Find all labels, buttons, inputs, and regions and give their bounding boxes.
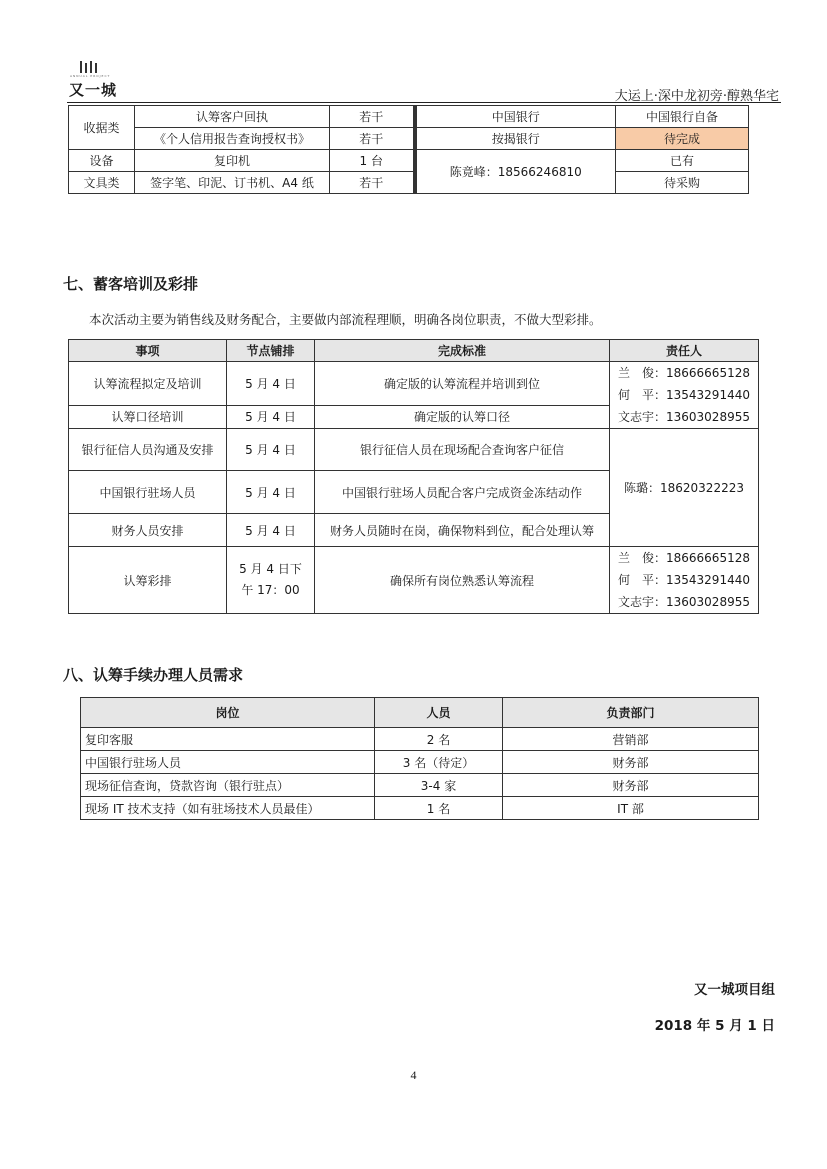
column-header: 事项: [69, 340, 227, 362]
node-cell: 5 月 4 日: [227, 362, 315, 406]
table-row: [81, 728, 759, 751]
column-header: 负责部门: [503, 698, 759, 728]
source-cell: 中国银行: [415, 106, 616, 128]
qty-cell: 若干: [330, 172, 415, 194]
category-cell: 收据类: [69, 106, 135, 150]
table-row: [81, 774, 759, 797]
logo-icon: [78, 60, 102, 74]
dept-cell: IT 部: [503, 797, 759, 820]
owner-line: 兰 俊：18666665128: [618, 551, 750, 565]
node-line: 5 月 4 日下: [239, 562, 302, 576]
dept-cell: 财务部: [503, 774, 759, 797]
item-cell: 《个人信用报告查询授权书》: [135, 128, 330, 150]
section-intro: 本次活动主要为销售线及财务配合，主要做内部流程理顺，明确各岗位职责，不做大型彩排。: [89, 312, 602, 327]
status-cell-pending: 待完成: [616, 128, 749, 150]
task-cell: 银行征信人员沟通及安排: [69, 429, 227, 471]
owner-line: 何 平：13543291440: [618, 388, 750, 402]
table-header-row: [69, 340, 759, 362]
qty-cell: 1 台: [330, 150, 415, 172]
count-cell: 1 名: [375, 797, 503, 820]
table-row: [69, 172, 749, 194]
signature: 又一城项目组: [694, 982, 775, 998]
node-cell: [227, 547, 315, 614]
materials-table: [68, 105, 749, 194]
item-cell: 签字笔、印泥、订书机、A4 纸: [135, 172, 330, 194]
post-cell: 中国银行驻场人员: [81, 751, 375, 774]
node-cell: 5 月 4 日: [227, 471, 315, 514]
column-header: 岗位: [81, 698, 375, 728]
owner-line: 文志宇：13603028955: [618, 595, 750, 609]
page-number: 4: [410, 1068, 417, 1082]
header-tagline: 大运上·深中龙初旁·醇熟华宅: [614, 89, 779, 104]
count-cell: 2 名: [375, 728, 503, 751]
header-divider: [67, 102, 781, 103]
logo-subtitle: ANNUAL PROJECT: [70, 74, 111, 78]
count-cell: 3 名（待定）: [375, 751, 503, 774]
node-line: 午 17：00: [241, 583, 300, 597]
table-row: [69, 362, 759, 406]
standard-cell: 财务人员随时在岗，确保物料到位，配合处理认筹: [315, 514, 610, 547]
status-cell: 已有: [616, 150, 749, 172]
owner-cell: [610, 362, 759, 429]
table-row: [69, 128, 749, 150]
training-table: [68, 339, 759, 614]
category-cell: 设备: [69, 150, 135, 172]
qty-cell: 若干: [330, 106, 415, 128]
owner-line: 文志宇：13603028955: [618, 410, 750, 424]
column-header: 节点铺排: [227, 340, 315, 362]
table-row: [69, 106, 749, 128]
node-cell: 5 月 4 日: [227, 405, 315, 428]
table-row: [81, 751, 759, 774]
section-title: 七、蓄客培训及彩排: [63, 275, 199, 293]
post-cell: 复印客服: [81, 728, 375, 751]
owner-line: 何 平：13543291440: [618, 573, 750, 587]
qty-cell: 若干: [330, 128, 415, 150]
owner-cell: 陈璐：18620322223: [610, 429, 759, 547]
category-cell: 文具类: [69, 172, 135, 194]
item-cell: 复印机: [135, 150, 330, 172]
standard-cell: 确定版的认筹流程并培训到位: [315, 362, 610, 406]
table-row: [81, 797, 759, 820]
column-header: 人员: [375, 698, 503, 728]
post-cell: 现场征信查询，贷款咨询（银行驻点）: [81, 774, 375, 797]
task-cell: 认筹彩排: [69, 547, 227, 614]
item-cell: 认筹客户回执: [135, 106, 330, 128]
column-header: 责任人: [610, 340, 759, 362]
logo-text: 又一城: [69, 81, 118, 99]
post-cell: 现场 IT 技术支持（如有驻场技术人员最佳）: [81, 797, 375, 820]
task-cell: 中国银行驻场人员: [69, 471, 227, 514]
standard-cell: 中国银行驻场人员配合客户完成资金冻结动作: [315, 471, 610, 514]
staffing-table: [80, 697, 759, 820]
owner-cell: [610, 547, 759, 614]
node-cell: 5 月 4 日: [227, 514, 315, 547]
task-cell: 财务人员安排: [69, 514, 227, 547]
task-cell: 认筹流程拟定及培训: [69, 362, 227, 406]
status-cell: 待采购: [616, 172, 749, 194]
task-cell: 认筹口径培训: [69, 405, 227, 428]
table-row: [69, 150, 749, 172]
table-row: [69, 547, 759, 614]
standard-cell: 银行征信人员在现场配合查询客户征信: [315, 429, 610, 471]
owner-line: 兰 俊：18666665128: [618, 366, 750, 380]
source-cell: 按揭银行: [415, 128, 616, 150]
date: 2018 年 5 月 1 日: [654, 1018, 775, 1034]
column-header: 完成标准: [315, 340, 610, 362]
table-header-row: [81, 698, 759, 728]
node-cell: 5 月 4 日: [227, 429, 315, 471]
status-cell: 中国银行自备: [616, 106, 749, 128]
count-cell: 3-4 家: [375, 774, 503, 797]
section-title: 八、认筹手续办理人员需求: [63, 666, 244, 684]
dept-cell: 财务部: [503, 751, 759, 774]
source-cell: 陈竟峰：18566246810: [415, 150, 616, 194]
dept-cell: 营销部: [503, 728, 759, 751]
table-row: [69, 429, 759, 471]
standard-cell: 确定版的认筹口径: [315, 405, 610, 428]
standard-cell: 确保所有岗位熟悉认筹流程: [315, 547, 610, 614]
